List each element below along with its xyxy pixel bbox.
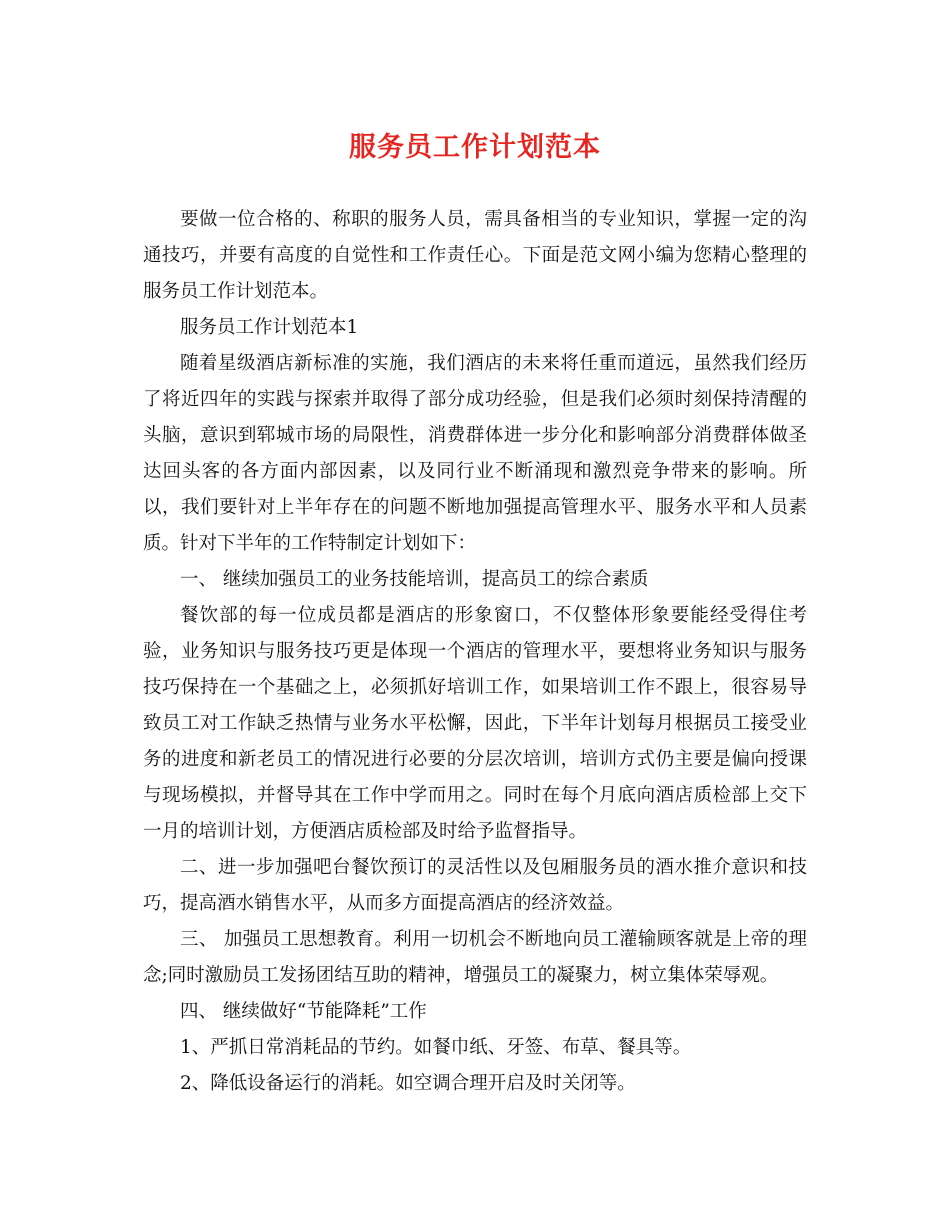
paragraph-item-3: 三、 加强员工思想教育。利用一切机会不断地向员工灌输顾客就是上帝的理念;同时激励员工发扬团结互助的精神，增强员工的凝聚力，树立集体荣辱观。 bbox=[143, 929, 807, 986]
paragraph-intro: 要做一位合格的、称职的服务人员，需具备相当的专业知识，掌握一定的沟通技巧，并要有高度的自觉性和工作责任心。下面是范文网小编为您精心整理的服务员工作计划范本。 bbox=[143, 209, 807, 302]
paragraph-item-2: 二、进一步加强吧台餐饮预订的灵活性以及包厢服务员的酒水推介意识和技巧，提高酒水销售水平，从而多方面提高酒店的经济效益。 bbox=[143, 857, 807, 914]
paragraph-item-4-sub-2: 2、降低设备运行的消耗。如空调合理开启及时关闭等。 bbox=[180, 1073, 636, 1094]
paragraph-background: 随着星级酒店新标准的实施，我们酒店的未来将任重而道远，虽然我们经历了将近四年的实践与探索并取得了部分成功经验，但是我们必须时刻保持清醒的头脑，意识到郓城市场的局限性，消费群体进一步分化和影响部分消费群体做圣达回头客的各方面内部因素，以及同行业不断涌现和激烈竞争带来的影响。所以，我们要针对上半年存在的问题不断地加强提高管理水平、服务水平和人员素质。针对下半年的工作特制定计划如下： bbox=[143, 353, 807, 554]
document-body bbox=[143, 202, 807, 1102]
paragraph-item-1-body: 餐饮部的每一位成员都是酒店的形象窗口，不仅整体形象要能经受得住考验，业务知识与服务技巧更是体现一个酒店的管理水平，要想将业务知识与服务技巧保持在一个基础之上，必须抓好培训工作，如果培训工作不跟上，很容易导致员工对工作缺乏热情与业务水平松懈，因此，下半年计划每月根据员工接受业务的进度和新老员工的情况进行必要的分层次培训，培训方式仍主要是偏向授课与现场模拟，并督导其在工作中学而用之。同时在每个月底向酒店质检部上交下一月的培训计划，方便酒店质检部及时给予监督指导。 bbox=[143, 605, 807, 842]
paragraph-item-1-heading: 一、 继续加强员工的业务技能培训，提高员工的综合素质 bbox=[180, 569, 649, 590]
document-title: 服务员工作计划范本 bbox=[349, 132, 601, 163]
paragraph-section-heading: 服务员工作计划范本1 bbox=[180, 317, 359, 338]
paragraph-item-4-heading: 四、 继续做好“节能降耗”工作 bbox=[180, 1001, 427, 1022]
paragraph-item-4-sub-1: 1、严抓日常消耗品的节约。如餐巾纸、牙签、布草、餐具等。 bbox=[180, 1037, 692, 1058]
